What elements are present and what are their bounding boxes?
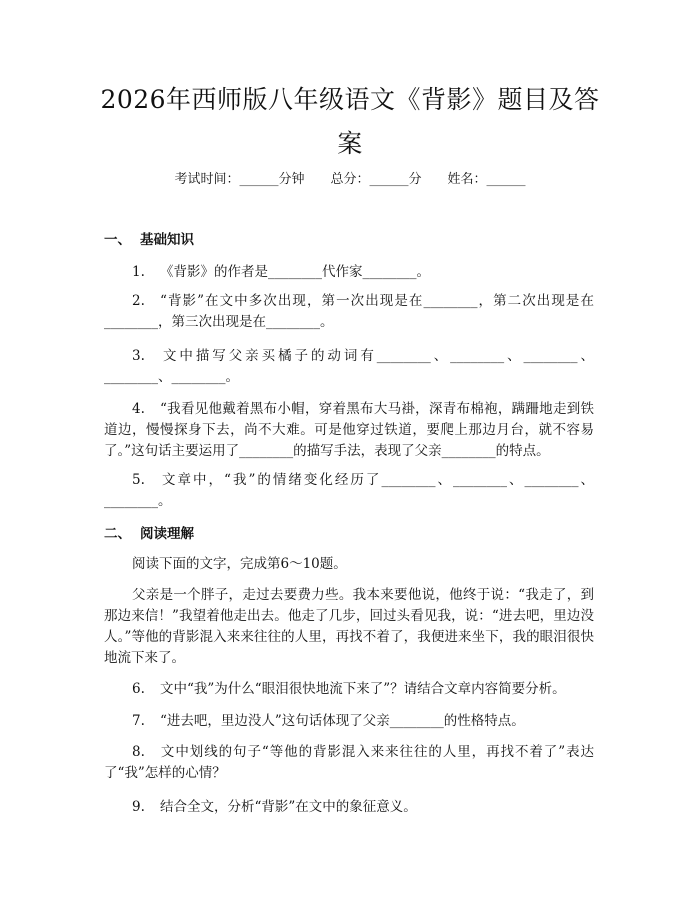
page-title: 2026年西师版八年级语文《背影》题目及答案 <box>100 85 600 158</box>
question-text: 文中“我”为什么“眼泪很快地流下来了”？请结合文章内容简要分析。 <box>160 681 566 697</box>
exam-info <box>0 171 700 189</box>
question-5 <box>104 470 594 512</box>
exam-name: 姓名：______ <box>447 172 526 187</box>
section-number: 二、 <box>104 526 131 542</box>
question-2 <box>104 291 594 333</box>
question-text: 结合全文，分析“背影”在文中的象征意义。 <box>160 799 417 815</box>
exam-score: 总分：______分 <box>330 172 422 187</box>
question-number: 6. <box>132 681 145 697</box>
question-text: 《背影》的作者是________代作家________。 <box>160 264 430 280</box>
question-1 <box>104 262 594 283</box>
question-8 <box>104 742 594 784</box>
section-label: 基础知识 <box>140 232 194 248</box>
question-number: 1. <box>132 264 145 280</box>
question-text: “进去吧，里边没人”这句话体现了父亲________的性格特点。 <box>160 713 525 729</box>
question-text: “背影”在文中多次出现，第一次出现是在________，第二次出现是在________，第三次出现是在________。 <box>104 293 594 330</box>
question-text: 文中描写父亲买橘子的动词有________、________、________、________、________。 <box>104 348 594 385</box>
question-7 <box>104 711 594 732</box>
question-number: 2. <box>132 293 145 309</box>
reading-intro: 阅读下面的文字，完成第6～10题。 <box>132 556 347 572</box>
question-number: 3. <box>132 348 145 364</box>
question-9 <box>104 797 594 818</box>
question-number: 5. <box>132 472 145 488</box>
question-number: 8. <box>132 744 145 760</box>
question-text: “我看见他戴着黑布小帽，穿着黑布大马褂，深青布棉袍，蹒跚地走到铁道边，慢慢探身下去，尚不大难。可是他穿过铁道，要爬上那边月台，就不容易了。”这句话主要运用了________的描写手法，表现了父亲________的特点。 <box>104 401 594 459</box>
question-number: 9. <box>132 799 145 815</box>
question-text: 文章中，“我”的情绪变化经历了________、________、________、________。 <box>104 472 594 509</box>
reading-passage: 父亲是一个胖子，走过去要费力些。我本来要他说，他终于说：“我走了，到那边来信！”我望着他走出去。他走了几步，回过头看见我，说：“进去吧，里边没人。”等他的背影混入来来往往的人里，再找不着了，我便进来坐下，我的眼泪很快地流下来了。 <box>104 587 594 666</box>
section-heading-1 <box>104 230 194 250</box>
question-3 <box>104 346 594 388</box>
question-4 <box>104 399 594 462</box>
question-text: 文中划线的句子“等他的背影混入来来往往的人里，再找不着了”表达了“我”怎样的心情？ <box>104 744 594 781</box>
question-number: 4. <box>132 401 145 417</box>
question-6 <box>104 679 594 700</box>
exam-time: 考试时间：______分钟 <box>174 172 305 187</box>
section-label: 阅读理解 <box>140 526 194 542</box>
section-number: 一、 <box>104 232 131 248</box>
question-number: 7. <box>132 713 145 729</box>
section-heading-2 <box>104 524 194 544</box>
